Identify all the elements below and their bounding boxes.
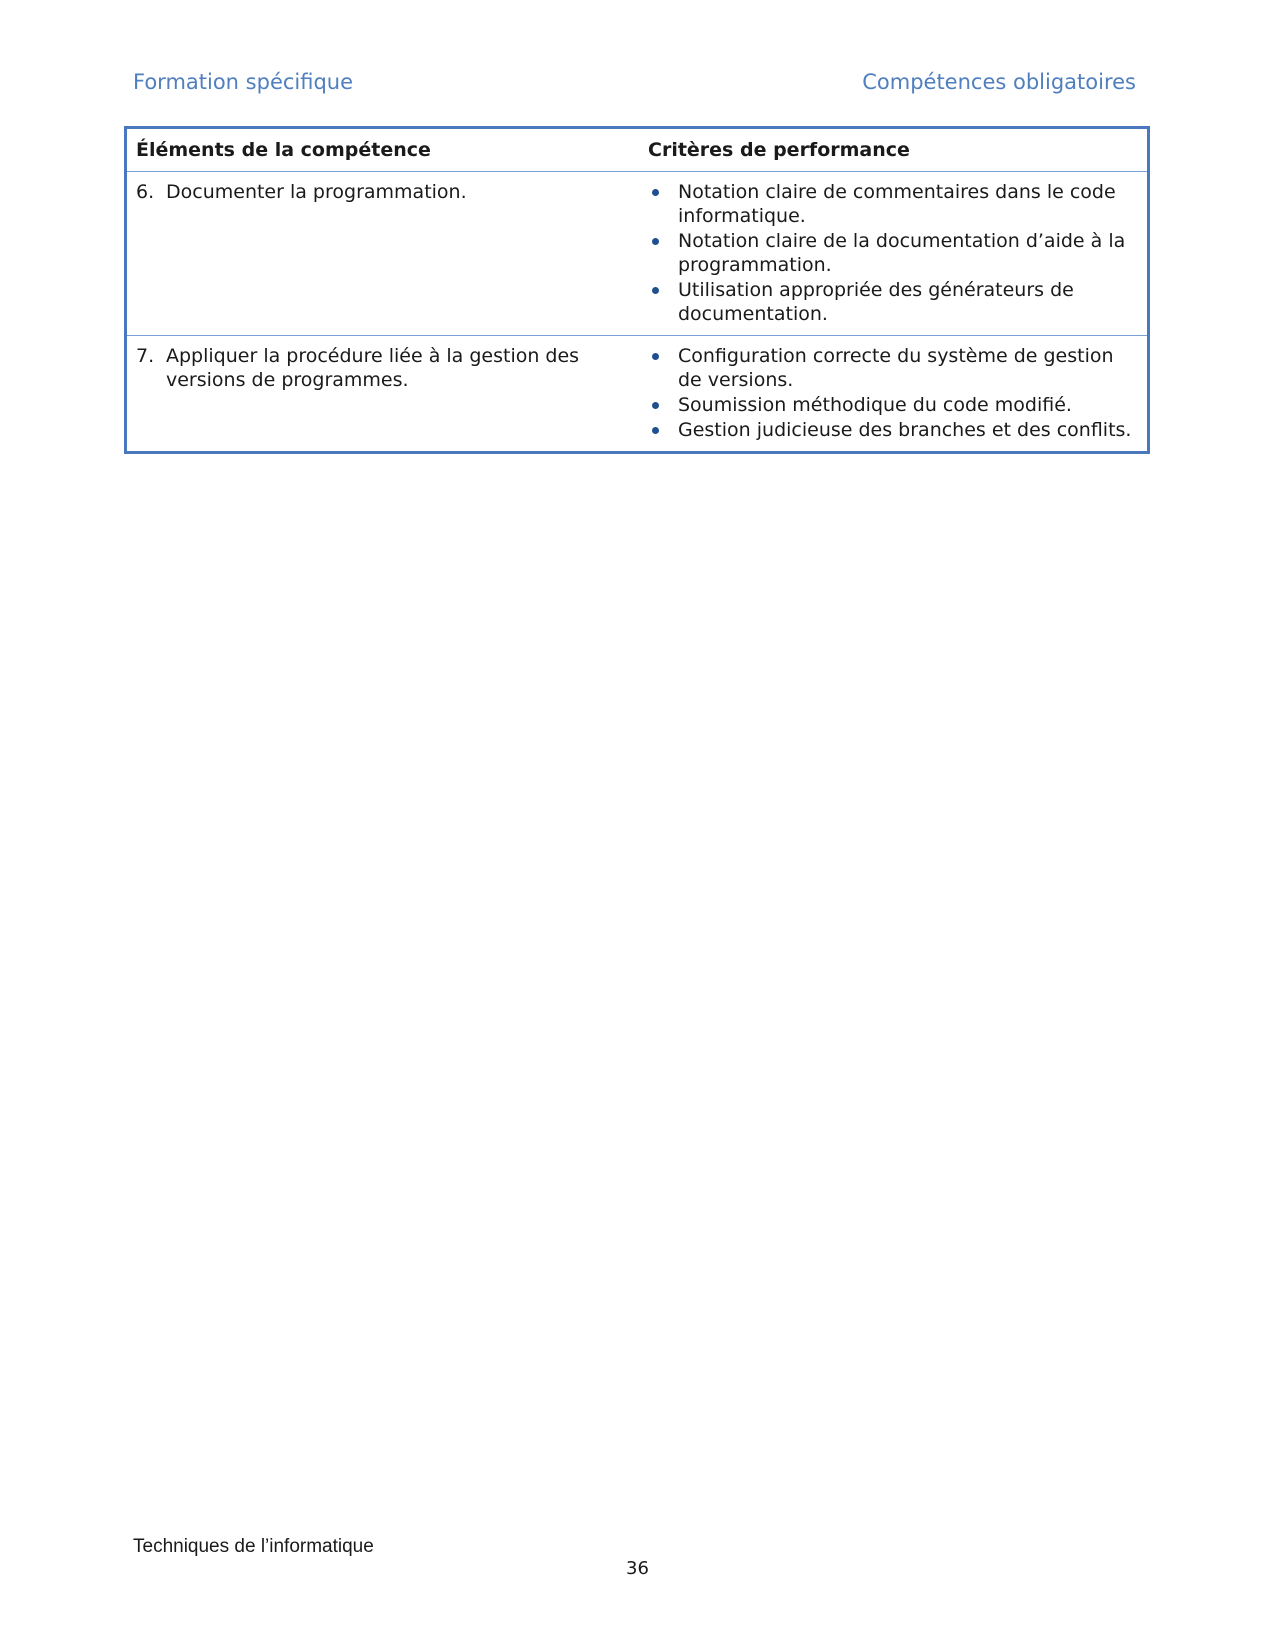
header-section-title: Formation spécifique	[133, 70, 354, 94]
bullet-icon	[648, 344, 678, 392]
column-header-criteria: Critères de performance	[648, 139, 910, 161]
table-row	[127, 172, 1147, 336]
criteria-list	[648, 180, 1139, 326]
header-category-title: Compétences obligatoires	[862, 70, 1136, 94]
bullet-icon	[648, 418, 678, 442]
criteria-cell	[639, 336, 1147, 451]
list-item	[648, 393, 1139, 417]
bullet-icon	[648, 278, 678, 326]
element-number: 7.	[136, 345, 155, 367]
page-number: 36	[626, 1558, 649, 1579]
criteria-list	[648, 344, 1139, 442]
element-text: Appliquer la procédure liée à la gestion des versions de programmes.	[166, 345, 580, 391]
criteria-text: Gestion judicieuse des branches et des conflits.	[678, 419, 1132, 441]
list-item	[648, 344, 1139, 392]
element-cell	[127, 336, 639, 451]
criteria-text: Notation claire de commentaires dans le code informatique.	[678, 181, 1116, 227]
list-item	[648, 180, 1139, 228]
page-header	[133, 70, 1136, 104]
criteria-text: Notation claire de la documentation d’aide à la programmation.	[678, 230, 1126, 276]
competence-table	[124, 126, 1150, 454]
table-row	[127, 336, 1147, 451]
criteria-text: Utilisation appropriée des générateurs de documentation.	[678, 279, 1074, 325]
element-item	[136, 180, 631, 204]
list-item	[648, 278, 1139, 326]
element-number: 6.	[136, 181, 155, 203]
bullet-icon	[648, 180, 678, 228]
element-item	[136, 344, 631, 392]
table-header-row	[127, 129, 1147, 172]
column-header-elements: Éléments de la compétence	[136, 139, 431, 161]
element-text: Documenter la programmation.	[166, 181, 467, 203]
criteria-text: Configuration correcte du système de gestion de versions.	[678, 345, 1114, 391]
criteria-cell	[639, 172, 1147, 335]
criteria-text: Soumission méthodique du code modifié.	[678, 394, 1072, 416]
bullet-icon	[648, 393, 678, 417]
bullet-icon	[648, 229, 678, 277]
list-item	[648, 418, 1139, 442]
list-item	[648, 229, 1139, 277]
element-cell	[127, 172, 639, 335]
footer-program-title: Techniques de l’informatique	[133, 1536, 374, 1557]
